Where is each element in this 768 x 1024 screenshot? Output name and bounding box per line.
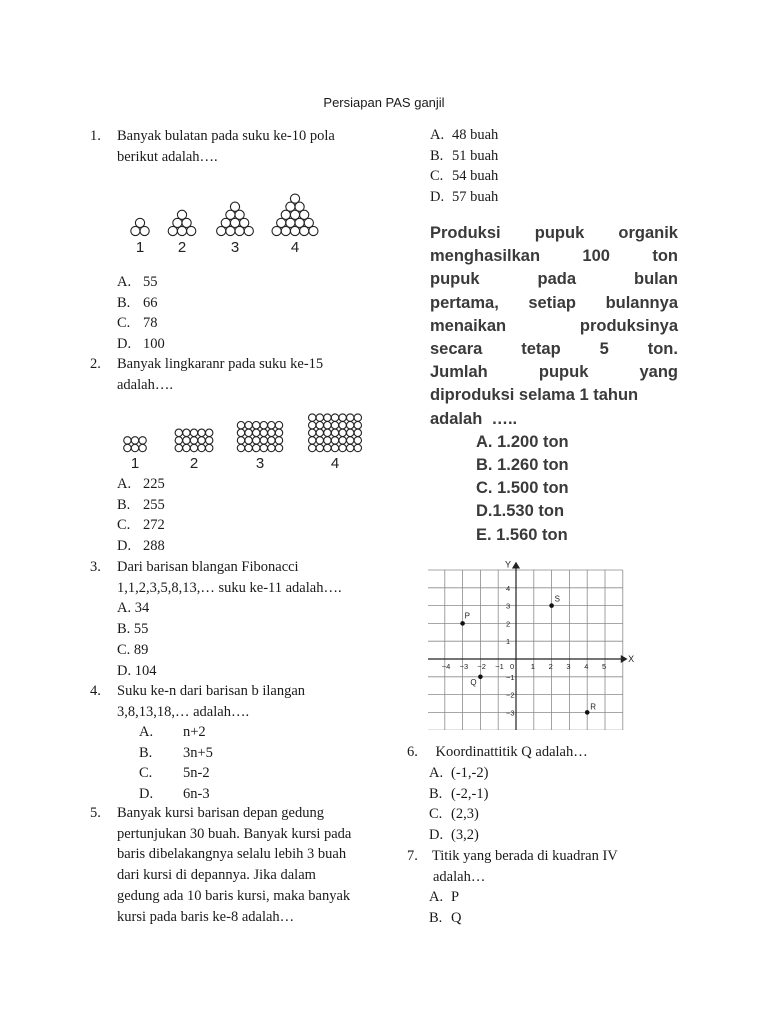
pattern-circle — [339, 437, 346, 444]
option-d[interactable] — [429, 825, 488, 846]
question-line — [430, 315, 678, 338]
option-value: 57 buah — [452, 189, 499, 206]
pattern-circle — [237, 444, 244, 451]
x-tick-label: 3 — [566, 662, 571, 671]
pattern-circle — [206, 444, 213, 451]
figure-label: 4 — [330, 455, 340, 472]
x-tick-label: −4 — [441, 662, 451, 671]
option-letter: B. — [139, 744, 153, 761]
option-d[interactable] — [117, 334, 165, 355]
question-7 — [407, 846, 618, 887]
option-value: 48 buah — [452, 127, 499, 143]
pattern-circle — [309, 444, 316, 451]
word: menaikan — [430, 316, 507, 335]
pattern-circle — [190, 444, 197, 451]
question-line: diproduksi selama 1 tahun — [430, 386, 639, 405]
option-e[interactable]: E. 1.560 ton — [476, 525, 568, 544]
pattern-circle — [124, 437, 131, 444]
pattern-circle — [175, 444, 182, 451]
question-line: dari kursi di depannya. Jika dalam — [117, 867, 316, 884]
pattern-circle — [245, 422, 252, 429]
pattern-circle — [354, 444, 361, 451]
option-letter: D. — [429, 827, 444, 844]
pattern-circle — [324, 437, 331, 444]
word: pupuk — [430, 270, 480, 289]
pattern-circle — [175, 429, 182, 436]
question-line: pertunjukan 30 buah. Banyak kursi pada — [117, 825, 352, 842]
option-b[interactable] — [117, 495, 165, 516]
option-value: 6n-3 — [183, 786, 210, 803]
figure-label: 3 — [230, 239, 240, 256]
pattern-circle — [339, 414, 346, 421]
option-a[interactable] — [430, 125, 498, 146]
question-2-options — [117, 474, 165, 557]
option-d[interactable]: D.1.530 ton — [476, 502, 565, 521]
pattern-circle — [198, 437, 205, 444]
y-tick-label: 1 — [506, 637, 511, 647]
word: ton. — [647, 340, 678, 359]
x-axis-arrow — [621, 656, 626, 662]
option-value: 54 buah — [452, 168, 499, 185]
y-tick-label: 2 — [506, 619, 511, 629]
pattern-circle — [237, 422, 244, 429]
pattern-circle — [316, 444, 323, 451]
pattern-circle — [260, 422, 267, 429]
pattern-circle — [244, 226, 253, 235]
point-marker — [478, 675, 483, 680]
pattern-circle — [275, 429, 282, 436]
option-b[interactable] — [430, 146, 498, 167]
pattern-circle — [290, 226, 299, 235]
pattern-circle — [268, 437, 275, 444]
pattern-circle — [275, 437, 282, 444]
y-tick-label: −3 — [506, 708, 515, 718]
question-1-options — [117, 272, 165, 355]
pattern-circle — [187, 226, 196, 235]
question-4-options — [139, 722, 213, 805]
question-number: 5. — [90, 805, 101, 821]
option-value: (3,2) — [451, 827, 479, 844]
pattern-circle — [309, 429, 316, 436]
question-line — [430, 361, 678, 384]
option-a[interactable] — [429, 763, 488, 784]
question-line: kursi pada baris ke-8 adalah… — [117, 908, 295, 925]
pattern-circle — [347, 437, 354, 444]
option-value: (-1,-2) — [451, 765, 489, 781]
pattern-circle — [177, 226, 186, 235]
option-b[interactable] — [429, 784, 488, 805]
question-line — [430, 245, 678, 268]
pattern-circle — [316, 414, 323, 421]
pattern-circle — [226, 226, 235, 235]
pattern-circle — [331, 422, 338, 429]
pattern-circle — [354, 429, 361, 436]
point-marker — [549, 603, 554, 608]
question-line: Banyak kursi barisan depan gedung — [117, 805, 324, 821]
option-b[interactable] — [117, 293, 165, 314]
option-letter: C. — [430, 168, 444, 185]
pattern-circle — [131, 444, 138, 451]
pattern-circle — [354, 422, 361, 429]
x-tick-label: 2 — [548, 662, 553, 671]
pattern-circle — [275, 422, 282, 429]
option-value: 66 — [143, 294, 158, 311]
word: tetap — [521, 340, 561, 359]
option-value: 78 — [143, 315, 158, 332]
pattern-circle — [183, 429, 190, 436]
option-letter: B. — [430, 147, 444, 164]
question-text: Koordinattitik Q adalah… — [435, 744, 588, 760]
option-a[interactable]: A. 1.200 ton — [476, 432, 569, 451]
x-tick-label: 4 — [584, 662, 589, 671]
pattern-circle — [316, 437, 323, 444]
option-value: (-2,-1) — [451, 785, 489, 802]
question-line: 3,8,13,18,… adalah…. — [117, 703, 250, 720]
word: pada — [537, 270, 576, 289]
pattern-circle — [268, 422, 275, 429]
option-letter: A. — [430, 127, 445, 143]
figure-label: 2 — [177, 239, 187, 256]
figure-label: 2 — [189, 455, 199, 472]
word: secara — [430, 340, 483, 359]
y-axis-arrow — [513, 563, 519, 568]
pattern-circle — [139, 444, 146, 451]
option-c[interactable] — [117, 313, 165, 334]
pattern-circle — [175, 437, 182, 444]
pattern-circle — [324, 422, 331, 429]
question-7-options — [429, 887, 461, 928]
pattern-circle — [316, 422, 323, 429]
option-value: 3n+5 — [183, 744, 213, 761]
word: 5 — [599, 340, 609, 359]
y-axis-label: Y — [505, 560, 512, 570]
option-d[interactable] — [430, 187, 498, 208]
option-letter: B. — [429, 785, 443, 802]
question-line: baris dibelakangnya selalu lebih 3 buah — [117, 846, 347, 863]
pattern-circle — [253, 437, 260, 444]
option-value: 225 — [143, 476, 165, 492]
pattern-circle — [183, 444, 190, 451]
pattern-circle — [339, 422, 346, 429]
pattern-circle — [245, 429, 252, 436]
pattern-circle — [339, 429, 346, 436]
option-letter: C. — [117, 315, 131, 332]
y-tick-label: 3 — [506, 601, 511, 611]
pattern-circle — [331, 414, 338, 421]
option-a[interactable]: A. 34 — [117, 600, 150, 617]
pattern-circle — [275, 444, 282, 451]
question-line: Titik yang berada di kuadran IV — [431, 848, 618, 864]
fertilizer-question — [430, 222, 678, 547]
option-b[interactable]: B. 55 — [117, 621, 149, 638]
point-label: P — [464, 611, 470, 621]
pattern-circle — [300, 226, 309, 235]
question-line: berikut adalah…. — [117, 148, 218, 165]
pattern-circle — [140, 226, 149, 235]
option-value: 255 — [143, 496, 165, 513]
word: Produksi — [430, 224, 501, 242]
question-line: Banyak bulatan pada suku ke-10 pola — [117, 128, 335, 144]
question-line: Suku ke-n dari barisan b ilangan — [117, 683, 306, 699]
figure-label: 4 — [290, 239, 300, 256]
question-number: 2. — [90, 356, 101, 372]
word: 100 — [582, 247, 610, 266]
pattern-circle — [260, 429, 267, 436]
pattern-circle — [324, 414, 331, 421]
question-5-options — [430, 125, 498, 208]
pattern-circle — [331, 429, 338, 436]
pattern-circle — [331, 444, 338, 451]
option-a[interactable] — [117, 272, 165, 293]
option-letter: C. — [139, 765, 153, 782]
option-letter: B. — [429, 909, 443, 926]
pattern-circle — [124, 444, 131, 451]
point-marker — [460, 621, 465, 626]
question-number: 4. — [90, 683, 101, 699]
x-tick-label: −3 — [459, 662, 469, 671]
option-value: 51 buah — [452, 147, 499, 164]
x-tick-label: 0 — [510, 662, 515, 671]
question-line: Banyak lingkaranr pada suku ke-15 — [117, 356, 324, 372]
option-a[interactable] — [139, 722, 213, 743]
figure-label: 3 — [255, 455, 265, 472]
point-marker — [585, 710, 590, 715]
question-line — [430, 292, 678, 315]
option-b[interactable] — [139, 743, 213, 764]
coordinate-graph — [428, 560, 638, 730]
pattern-circle — [309, 414, 316, 421]
point-label: S — [554, 594, 560, 604]
question-line: 1,1,2,3,5,8,13,… suku ke-11 adalah…. — [117, 579, 342, 596]
question-number: 7. — [407, 848, 418, 864]
pattern-circle — [235, 226, 244, 235]
pattern-circle — [237, 429, 244, 436]
option-value: 288 — [143, 538, 165, 555]
question-line: adalah… — [433, 868, 486, 885]
option-d[interactable] — [139, 784, 213, 805]
pattern-circle — [309, 226, 318, 235]
option-letter: C. — [429, 806, 443, 823]
y-tick-label: −1 — [506, 672, 515, 682]
question-number: 1. — [90, 128, 101, 144]
option-value: (2,3) — [451, 806, 479, 823]
x-tick-label: 5 — [602, 662, 607, 671]
word: bulannya — [605, 293, 678, 312]
option-b[interactable]: B. 1.260 ton — [476, 456, 569, 475]
question-line — [430, 338, 678, 361]
pattern-circle — [245, 437, 252, 444]
triangle-pattern-figure — [118, 178, 338, 258]
word: organik — [618, 224, 678, 242]
option-letter: B. — [117, 294, 131, 311]
question-number: 6. — [407, 744, 418, 760]
question-number: 3. — [90, 559, 101, 575]
y-tick-label: −2 — [506, 690, 515, 700]
option-c[interactable] — [430, 166, 498, 187]
word: yang — [639, 363, 678, 382]
option-value: 5n-2 — [183, 765, 210, 782]
pattern-circle — [253, 422, 260, 429]
question-line: adalah ….. — [430, 409, 518, 428]
pattern-circle — [354, 414, 361, 421]
question-text — [117, 126, 387, 167]
pattern-circle — [245, 444, 252, 451]
question-line: adalah…. — [117, 376, 173, 393]
figure-label: 1 — [130, 455, 140, 472]
y-tick-label: 4 — [506, 583, 511, 593]
option-letter: C. — [117, 517, 131, 534]
pattern-circle — [190, 429, 197, 436]
option-value: 55 — [143, 274, 158, 290]
question-text — [117, 354, 387, 395]
word: pertama, — [430, 293, 499, 312]
pattern-circle — [281, 226, 290, 235]
x-axis-label: X — [628, 654, 635, 664]
word: setiap — [528, 293, 577, 312]
option-b[interactable] — [429, 908, 461, 929]
pattern-circle — [217, 226, 226, 235]
option-a[interactable] — [429, 887, 461, 908]
pattern-circle — [347, 422, 354, 429]
pattern-circle — [253, 429, 260, 436]
rectangle-pattern-figure — [116, 396, 366, 472]
pattern-circle — [347, 429, 354, 436]
page-title: Persiapan PAS ganjil — [323, 95, 445, 110]
pattern-circle — [190, 437, 197, 444]
question-text — [117, 803, 387, 927]
pattern-circle — [260, 444, 267, 451]
option-letter: A. — [117, 476, 132, 492]
pattern-circle — [354, 437, 361, 444]
point-label: R — [590, 702, 596, 712]
option-value: 100 — [143, 336, 165, 353]
question-line: Dari barisan blangan Fibonacci — [117, 559, 299, 575]
x-tick-label: 1 — [530, 662, 535, 671]
pattern-circle — [260, 437, 267, 444]
pattern-circle — [206, 429, 213, 436]
option-letter: A. — [117, 274, 132, 290]
pattern-circle — [309, 422, 316, 429]
pattern-circle — [168, 226, 177, 235]
option-letter: A. — [139, 724, 154, 740]
option-letter: B. — [117, 496, 131, 513]
pattern-circle — [206, 437, 213, 444]
option-letter: D. — [430, 189, 445, 206]
option-c[interactable] — [117, 515, 165, 536]
word: pupuk — [538, 363, 589, 382]
option-letter: D. — [117, 538, 132, 555]
option-a[interactable] — [117, 474, 165, 495]
word: pupuk — [534, 224, 585, 242]
option-d[interactable]: D. 104 — [117, 662, 157, 679]
pattern-circle — [183, 437, 190, 444]
option-c[interactable] — [429, 804, 488, 825]
question-text — [117, 557, 387, 681]
option-value: Q — [451, 909, 462, 926]
word: bulan — [633, 270, 678, 289]
option-c[interactable]: C. 89 — [117, 641, 149, 658]
question-6-options — [429, 763, 488, 846]
option-letter: D. — [117, 336, 132, 353]
pattern-circle — [347, 444, 354, 451]
figure-label: 1 — [135, 239, 145, 256]
pattern-circle — [131, 437, 138, 444]
question-line: gedung ada 10 baris kursi, maka banyak — [117, 887, 351, 904]
fertilizer-options — [430, 431, 678, 547]
pattern-circle — [324, 429, 331, 436]
x-tick-label: −1 — [495, 662, 504, 671]
option-value: n+2 — [183, 724, 206, 740]
pattern-circle — [237, 437, 244, 444]
question-6 — [407, 742, 588, 763]
option-letter: A. — [429, 765, 444, 781]
option-value: 272 — [143, 517, 165, 534]
pattern-circle — [198, 444, 205, 451]
pattern-circle — [253, 444, 260, 451]
option-letter: A. — [429, 889, 444, 905]
word: ton — [652, 247, 678, 266]
pattern-circle — [268, 429, 275, 436]
word: Jumlah — [430, 363, 488, 382]
word: menghasilkan — [430, 247, 541, 266]
option-c[interactable]: C. 1.500 ton — [476, 479, 569, 498]
pattern-circle — [316, 429, 323, 436]
pattern-circle — [331, 437, 338, 444]
point-label: Q — [470, 677, 477, 687]
pattern-circle — [347, 414, 354, 421]
pattern-circle — [268, 444, 275, 451]
word: produksinya — [579, 316, 678, 335]
pattern-circle — [309, 437, 316, 444]
x-tick-label: −2 — [477, 662, 486, 671]
pattern-circle — [272, 226, 281, 235]
option-value: P — [451, 889, 460, 905]
pattern-circle — [198, 429, 205, 436]
pattern-circle — [131, 226, 140, 235]
option-d[interactable] — [117, 536, 165, 557]
option-letter: D. — [139, 786, 154, 803]
question-line — [430, 268, 678, 291]
option-c[interactable] — [139, 763, 213, 784]
pattern-circle — [139, 437, 146, 444]
pattern-circle — [324, 444, 331, 451]
question-line — [430, 222, 678, 245]
pattern-circle — [339, 444, 346, 451]
question-text — [117, 681, 387, 722]
